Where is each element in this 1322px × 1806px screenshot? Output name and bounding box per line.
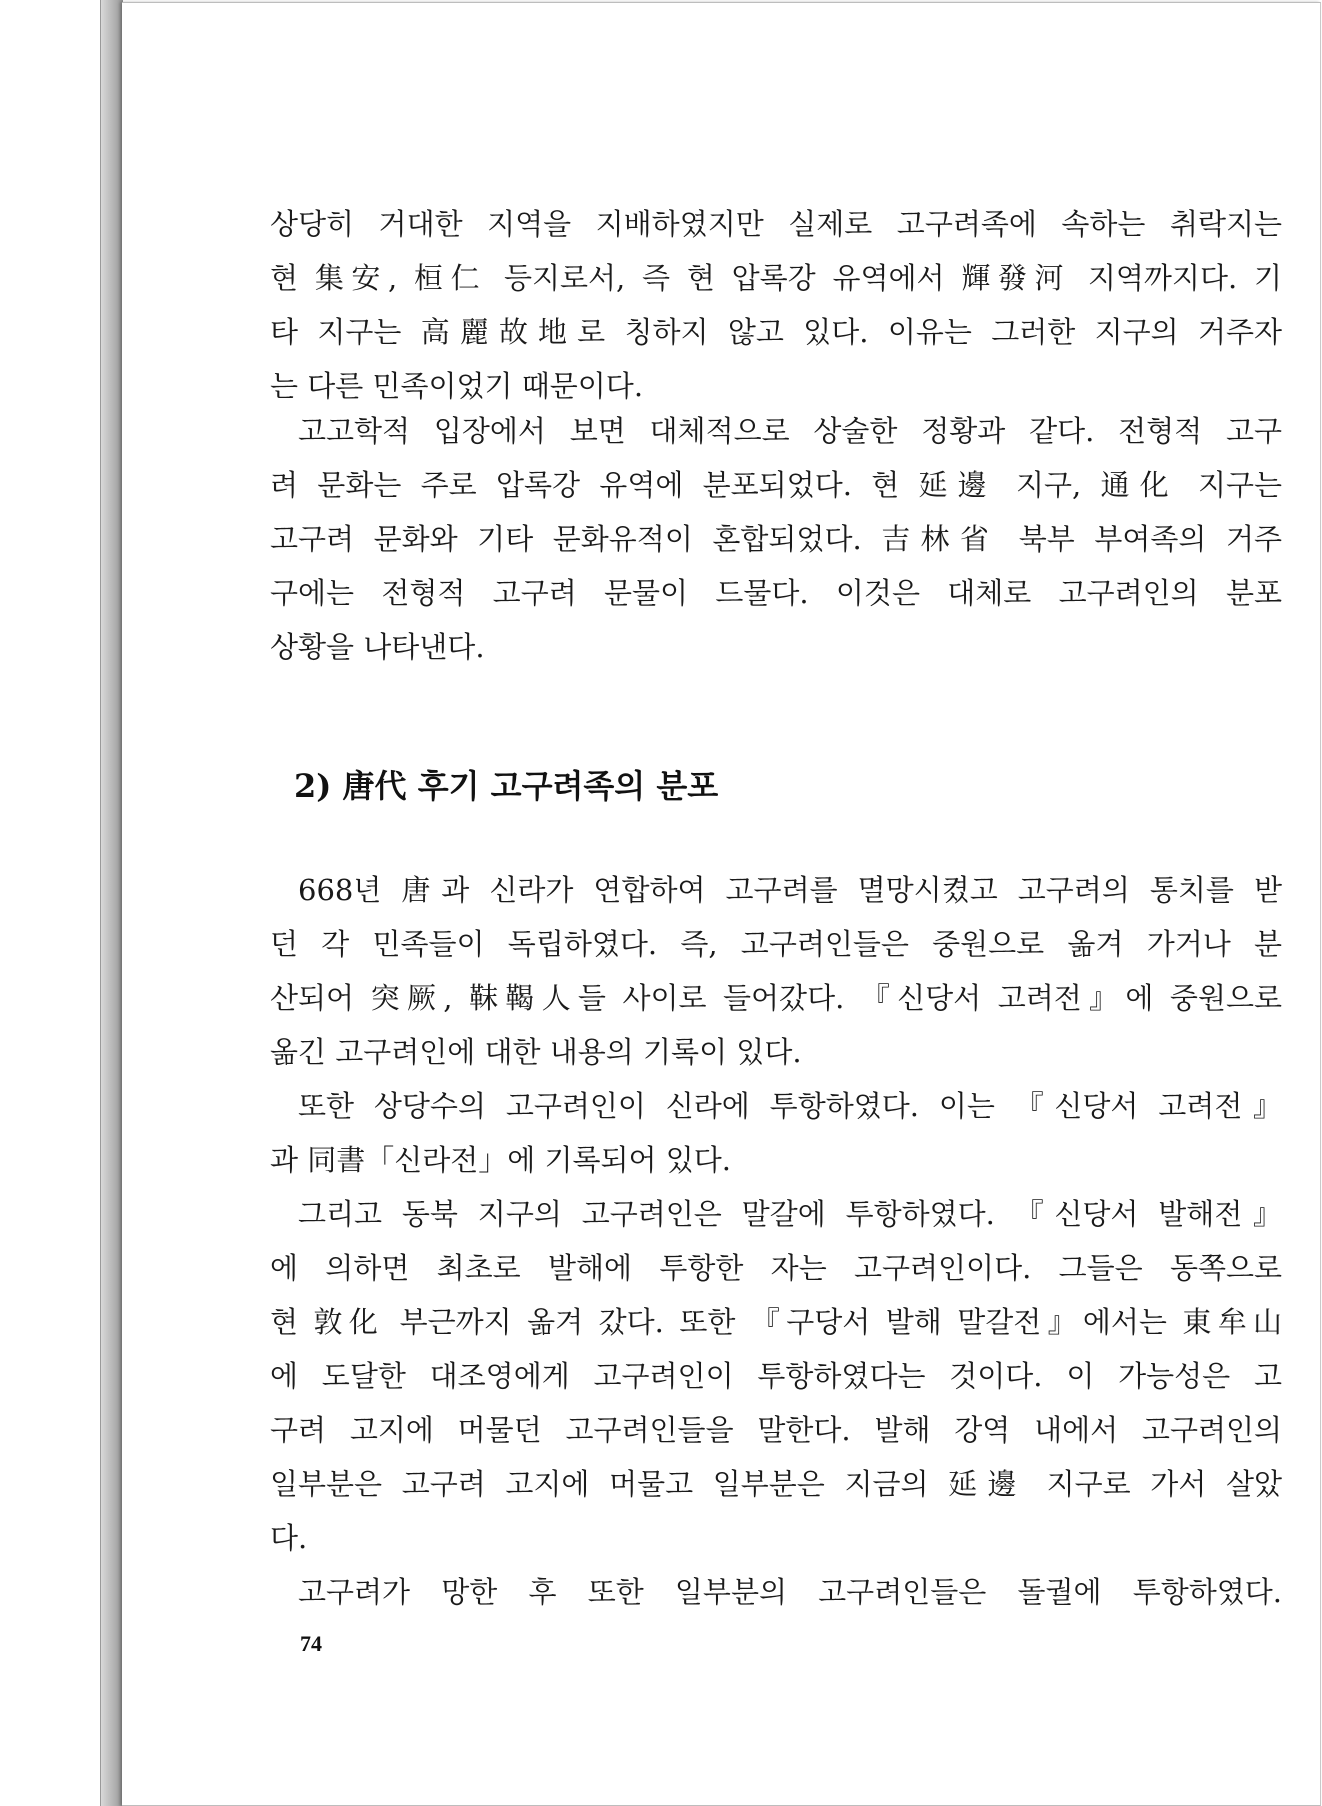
text-line: 과 同書「신라전」에 기록되어 있다. [270,1143,732,1177]
text-line: 산되어 突厥, 靺鞨人들 사이로 들어갔다. 『신당서 고려전』에 중원으로 [270,981,1282,1015]
text-line: 던 각 민족들이 독립하였다. 즉, 고구려인들은 중원으로 옮겨 가거나 분 [270,927,1282,961]
text-line: 옮긴 고구려인에 대한 내용의 기록이 있다. [270,1035,802,1069]
text-line: 고구려가 망한 후 또한 일부분의 고구려인들은 돌궐에 투항하였다. [298,1575,1282,1609]
text-line: 구에는 전형적 고구려 문물이 드물다. 이것은 대체로 고구려인의 분포 [270,576,1282,610]
section-heading: 2) 唐代 후기 고구려족의 분포 [294,767,719,805]
text-line: 타 지구는 高麗故地로 칭하지 않고 있다. 이유는 그러한 지구의 거주자 [270,315,1282,349]
text-line: 일부분은 고구려 고지에 머물고 일부분은 지금의 延邊 지구로 가서 살았 [270,1467,1282,1501]
text-line: 상당히 거대한 지역을 지배하였지만 실제로 고구려족에 속하는 취락지는 [270,207,1282,241]
text-line: 고고학적 입장에서 보면 대체적으로 상술한 정황과 같다. 전형적 고구 [298,414,1282,448]
text-line: 구려 고지에 머물던 고구려인들을 말한다. 발해 강역 내에서 고구려인의 [270,1413,1282,1447]
text-line: 668년 唐과 신라가 연합하여 고구려를 멸망시켰고 고구려의 통치를 받 [298,873,1282,907]
text-line: 현 敦化 부근까지 옮겨 갔다. 또한 『구당서 발해 말갈전』에서는 東牟山 [270,1305,1282,1339]
text-line: 고구려 문화와 기타 문화유적이 혼합되었다. 吉林省 북부 부여족의 거주 [270,522,1282,556]
text-line: 그리고 동북 지구의 고구려인은 말갈에 투항하였다. 『신당서 발해전』 [298,1197,1282,1231]
text-line: 에 의하면 최초로 발해에 투항한 자는 고구려인이다. 그들은 동쪽으로 [270,1251,1282,1285]
paragraph-2 [270,404,1282,674]
text-line: 또한 상당수의 고구려인이 신라에 투항하였다. 이는 『신당서 고려전』 [298,1089,1282,1123]
paragraph-1 [270,197,1282,413]
book-page [122,2,1321,1806]
book-spine-edge [100,0,123,1806]
text-line: 현 集安, 桓仁 등지로서, 즉 현 압록강 유역에서 輝發河 지역까지다. 기 [270,261,1282,295]
text-line: 려 문화는 주로 압록강 유역에 분포되었다. 현 延邊 지구, 通化 지구는 [270,468,1282,502]
section-body [270,863,1282,1619]
text-line: 상황을 나타낸다. [270,630,485,664]
text-line: 다. [270,1521,308,1555]
page-number: 74 [300,1631,322,1656]
text-line: 는 다른 민족이었기 때문이다. [270,369,644,403]
text-line: 에 도달한 대조영에게 고구려인이 투항하였다는 것이다. 이 가능성은 고 [270,1359,1282,1393]
